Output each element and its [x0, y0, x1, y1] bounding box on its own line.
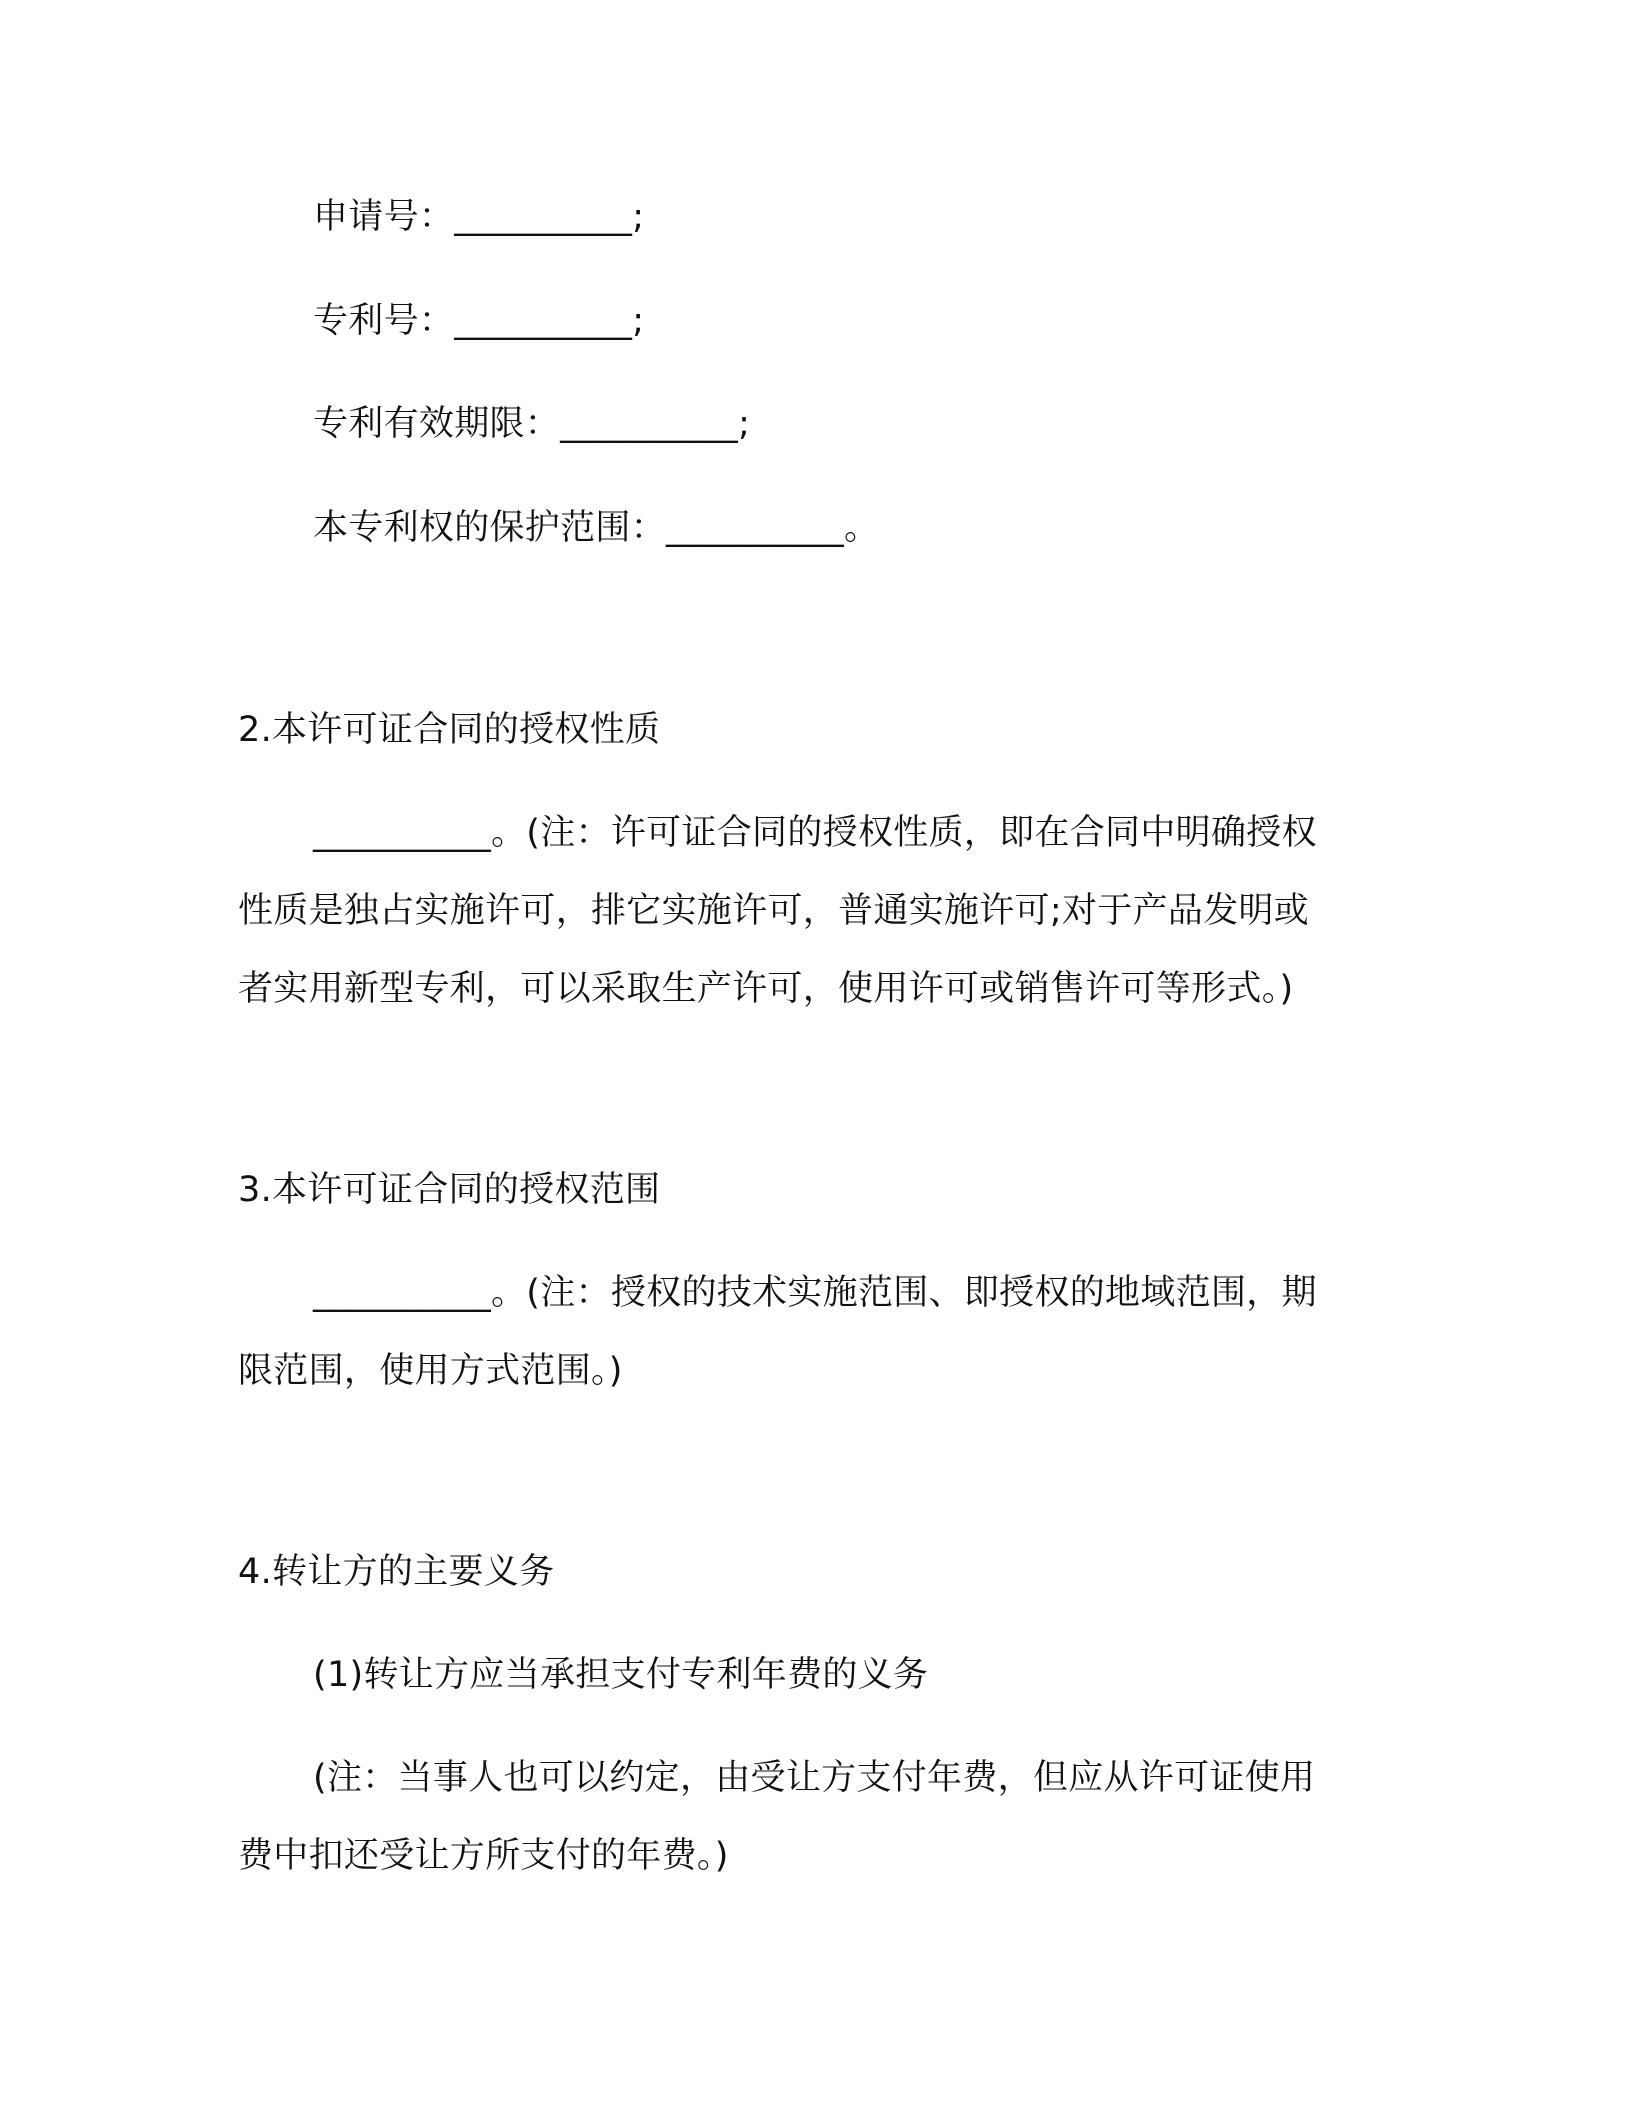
section-heading-grant-scope: 3.本许可证合同的授权范围 — [238, 1170, 661, 1210]
paragraph-line: 性质是独占实施许可，排它实施许可，普通实施许可;对于产品发明或 — [238, 891, 1310, 931]
paragraph-line: __________。(注：许可证合同的授权性质，即在合同中明确授权 — [313, 813, 1317, 853]
paragraph-line: 者实用新型专利，可以采取生产许可，使用许可或销售许可等形式。) — [238, 969, 1294, 1009]
paragraph-line: 限范围，使用方式范围。) — [238, 1351, 623, 1391]
section-heading-transferor-obligations: 4.转让方的主要义务 — [238, 1552, 555, 1592]
section-heading-grant-nature: 2.本许可证合同的授权性质 — [238, 710, 661, 750]
validity-period-field: 专利有效期限：__________; — [313, 404, 751, 444]
paragraph-line: __________。(注：授权的技术实施范围、即授权的地域范围，期 — [313, 1273, 1317, 1313]
patent-number-field: 专利号：__________; — [313, 301, 645, 341]
application-number-field: 申请号：__________; — [313, 197, 645, 237]
paragraph-line: (注：当事人也可以约定，由受让方支付年费，但应从许可证使用 — [313, 1758, 1316, 1798]
paragraph-line: 费中扣还受让方所支付的年费。) — [238, 1836, 729, 1876]
protection-scope-field: 本专利权的保护范围：__________。 — [313, 508, 880, 548]
paragraph-line: (1)转让方应当承担支付专利年费的义务 — [313, 1655, 929, 1695]
